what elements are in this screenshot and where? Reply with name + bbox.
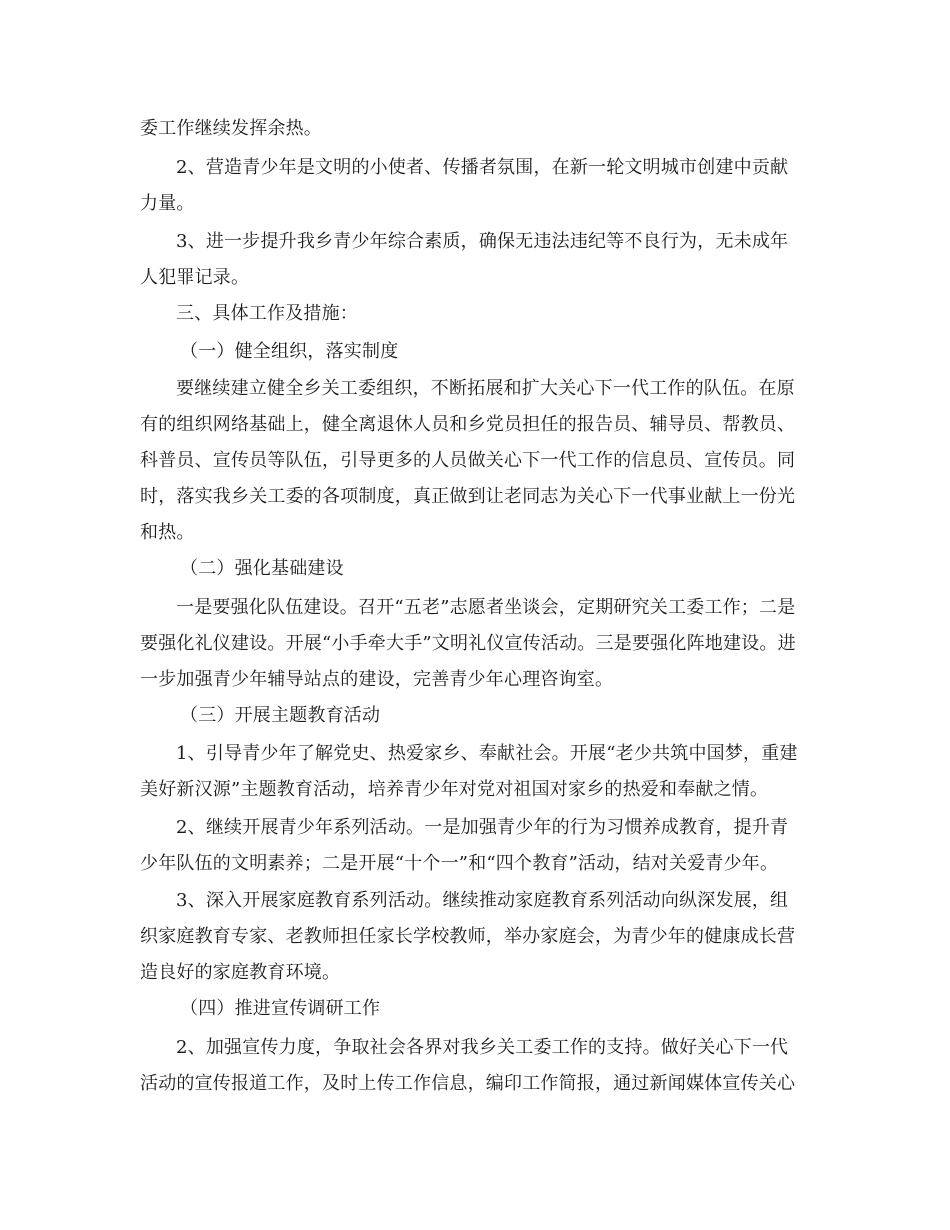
paragraph-line: 要强化礼仪建设。开展“小手牵大手”文明礼仪宣传活动。三是要强化阵地建设。进 [140,633,796,654]
subsection-heading: （四）推进宣传调研工作 [180,998,381,1019]
paragraph-line: 人犯罪记录。 [140,267,250,288]
paragraph-line: 2、加强宣传力度，争取社会各界对我乡关工委工作的支持。做好关心下一代 [176,1037,789,1058]
paragraph-line: 一步加强青少年辅导站点的建设，完善青少年心理咨询室。 [140,669,614,690]
paragraph-line: 3、进一步提升我乡青少年综合素质，确保无违法违纪等不良行为，无未成年 [176,231,789,252]
paragraph-line: 一是要强化队伍建设。召开“五老”志愿者坐谈会，定期研究关工委工作；二是 [176,597,796,618]
subsection-heading: （二）强化基础建设 [180,558,344,579]
paragraph-line: 科普员、宣传员等队伍，引导更多的人员做关心下一代工作的信息员、宣传员。同 [140,450,796,471]
paragraph-line: 力量。 [140,193,195,214]
paragraph-line: 2、营造青少年是文明的小使者、传播者氛围，在新一轮文明城市创建中贡献 [176,157,789,178]
paragraph-line: 活动的宣传报道工作，及时上传工作信息，编印工作简报，通过新闻媒体宣传关心 [140,1073,796,1094]
paragraph-line: 美好新汉源”主题教育活动，培养青少年对党对祖国对家乡的热爱和奉献之情。 [140,779,769,800]
paragraph-line: 织家庭教育专家、老教师担任家长学校教师，举办家庭会，为青少年的健康成长营 [140,926,796,947]
paragraph-line: 少年队伍的文明素养；二是开展“十个一”和“四个教育”活动，结对关爱青少年。 [140,853,779,874]
paragraph-line: 3、深入开展家庭教育系列活动。继续推动家庭教育系列活动向纵深发展，组 [176,890,789,911]
paragraph-line: 时，落实我乡关工委的各项制度，真正做到让老同志为关心下一代事业献上一份光 [140,486,796,507]
subsection-heading: （一）健全组织，落实制度 [180,341,399,362]
paragraph-line: 2、继续开展青少年系列活动。一是加强青少年的行为习惯养成教育，提升青 [176,817,789,838]
paragraph-line: 1、引导青少年了解党史、热爱家乡、奉献社会。开展“老少共筑中国梦，重建 [176,743,798,764]
paragraph-line: 委工作继续发挥余热。 [140,118,322,139]
subsection-heading: （三）开展主题教育活动 [180,705,381,726]
paragraph-line: 要继续建立健全乡关工委组织，不断拓展和扩大关心下一代工作的队伍。在原 [176,378,795,399]
paragraph-line: 和热。 [140,522,195,543]
paragraph-line: 有的组织网络基础上，健全离退休人员和乡党员担任的报告员、辅导员、帮教员、 [140,414,796,435]
paragraph-line: 造良好的家庭教育环境。 [140,962,341,983]
section-heading: 三、具体工作及措施： [176,303,358,324]
